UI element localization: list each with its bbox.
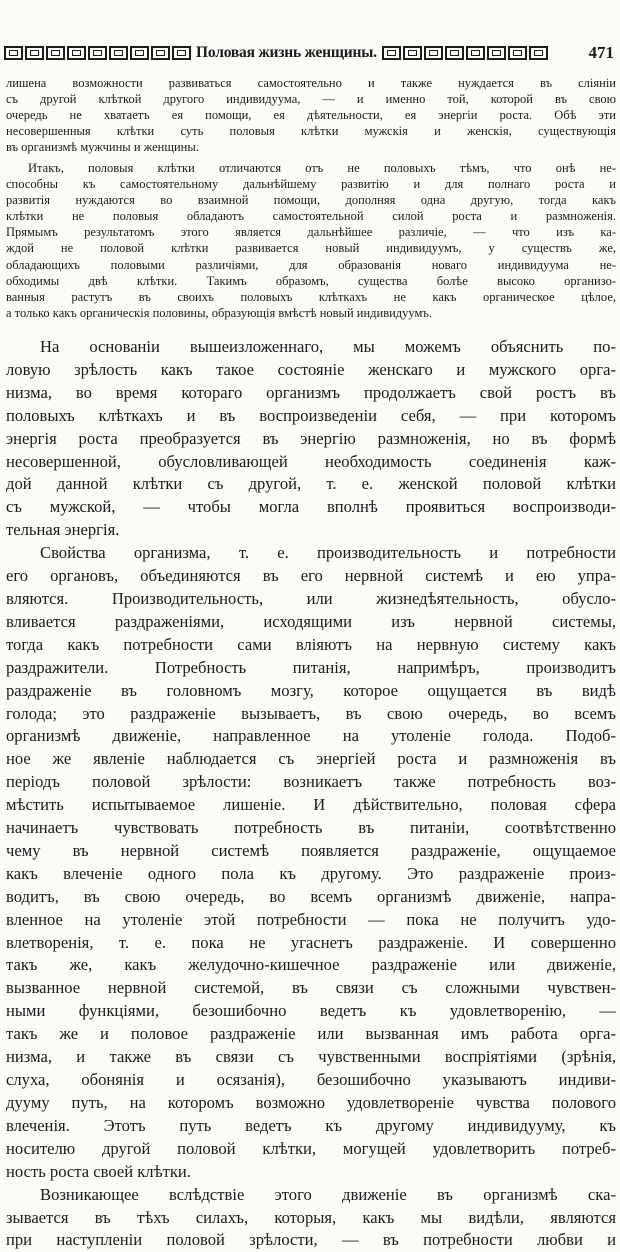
text-line: мѣстить испытываемое лишеніе. И дѣйствительно, половая сфера — [6, 795, 616, 815]
text-line: ное же явленіе наблюдается съ энергіей роста и размноженія въ — [6, 749, 616, 769]
ornament-box — [508, 46, 527, 60]
text-line: ванныя растутъ въ своихъ половыхъ клѣткахъ не какъ органическое цѣлое, — [6, 289, 616, 304]
text-line: дой данной клѣтки съ другой, т. е. женской половой клѣтки — [6, 474, 616, 494]
ornament-box — [4, 46, 23, 60]
ornament-box — [445, 46, 464, 60]
ornament-box — [88, 46, 107, 60]
text-line: организмѣ движеніе, направленное на утоленіе голода. Подоб- — [6, 726, 616, 746]
text-line: влетворенія, т. е. пока не угаснетъ раздраженіе. И совершенно — [6, 932, 616, 952]
text-line: зывается въ тѣхъ силахъ, которыя, какъ мы видѣли, являются — [6, 1207, 616, 1227]
text-line: клѣтки не половыя обладаютъ самостоятельной силой роста и размноженія. — [6, 209, 616, 224]
running-title: Половая жизнь женщины. — [196, 44, 377, 61]
ornament-box — [382, 46, 401, 60]
text-line: такъ же и половое раздраженіе или вызванная имъ работа орга- — [6, 1024, 616, 1044]
text-line: начинаетъ чувствовать потребность въ питаніи, соотвѣтственно — [6, 818, 616, 838]
text-line: Свойства организма, т. е. производительность и потребности — [40, 543, 616, 563]
text-line: лишена возможности развиваться самостоятельно и также нуждается въ сліяніи — [6, 76, 616, 90]
text-line: носителю другой половой клѣтки, могущей удовлетворить потреб- — [6, 1138, 616, 1158]
text-line: дууму путь, на которомъ возможно удовлетвореніе чувства полового — [6, 1092, 616, 1112]
text-line: Возникающее вслѣдствіе этого движеніе въ организмѣ ска- — [40, 1184, 616, 1204]
page-number: 471 — [588, 43, 614, 62]
ornament-box — [151, 46, 170, 60]
text-line: Прямымъ результатомъ этого является дальнѣйшее различіе, — что изъ ка- — [6, 225, 616, 240]
text-line: слуха, обонянія и осязанія), безошибочно указываютъ индиви- — [6, 1070, 616, 1090]
small-paragraph-1 — [6, 75, 616, 155]
text-line: способны къ самостоятельному дальнѣйшему развитію и для полнаго роста и — [6, 177, 616, 192]
text-line: обладающихъ половыми различіями, для образованія новаго индивидуума не- — [6, 257, 616, 272]
text-line: низма, и также въ связи съ чувственными воспріятіями (зрѣнія, — [6, 1047, 616, 1067]
ornament-box — [487, 46, 506, 60]
text-line: его органовъ, объединяются въ его нервной системѣ и ею упра- — [6, 566, 616, 586]
text-line: раздраженіе въ головномъ мозгу, которое ощущается въ видѣ — [6, 680, 616, 700]
text-line: ждой не половой клѣтки развивается новый индивидуумъ, у существъ же, — [6, 241, 616, 256]
ornament-box — [130, 46, 149, 60]
paragraph-2 — [6, 542, 616, 1183]
text-line: тельная энергія. — [6, 520, 120, 540]
ornament-box — [25, 46, 44, 60]
running-header — [4, 40, 616, 66]
text-line: вляются. Производительность, или жизнедѣятельность, обусло- — [6, 588, 616, 608]
ornament-box — [67, 46, 86, 60]
text-line: съ другой клѣткой другого индивидуума, — и именно той, которой въ свою — [6, 92, 616, 107]
paragraph-3 — [6, 1184, 616, 1252]
text-line: вызванное нервной системой, въ связи съ сложными чувствен- — [6, 978, 616, 998]
text-line: при наступленіи половой зрѣлости, — въ потребности любви и — [6, 1230, 616, 1250]
text-line: водитъ, въ свою очередь, во всемъ организмѣ движеніе, напра- — [6, 886, 616, 906]
text-line: такъ же, какъ желудочно-кишечное раздраженіе или движеніе, — [6, 955, 616, 975]
text-line: Итакъ, половыя клѣтки отличаются отъ не половыхъ тѣмъ, что онѣ не- — [28, 161, 616, 175]
text-line: вливается раздраженіями, исходящими изъ нервной системы, — [6, 611, 616, 631]
text-line: какъ влеченіе одного пола къ другому. Это раздраженіе произ- — [6, 863, 616, 883]
text-line: несовершенной, обусловливающей необходимость соединенія каж- — [6, 451, 616, 471]
text-line: въ организмѣ мужчины и женщины. — [6, 140, 199, 155]
text-line: На основаніи вышеизложеннаго, мы можемъ объяснить по- — [40, 337, 616, 356]
text-line: раздражители. Потребность питанія, напримѣръ, производитъ — [6, 657, 616, 677]
ornament-box — [403, 46, 422, 60]
text-line: половыхъ клѣткахъ и въ воспроизведеніи себя, — при которомъ — [6, 405, 616, 425]
ornament-box — [424, 46, 443, 60]
ornament-box — [172, 46, 191, 60]
small-paragraph-2 — [6, 160, 616, 321]
text-line: чему въ нервной системѣ появляется раздраженіе, ощущаемое — [6, 840, 616, 860]
text-line: ловую зрѣлость какъ такое состояніе женскаго и мужского орга- — [6, 359, 616, 379]
text-line: влеченія. Этотъ путь ведетъ къ другому индивидууму, къ — [6, 1115, 616, 1135]
text-line: очередь не хватаетъ ея помощи, ея дѣятельности, ея энергіи роста. Обѣ эти — [6, 108, 616, 123]
text-line: вленное на утоленіе этой потребности — пока не получитъ удо- — [6, 909, 616, 929]
text-line: тогда какъ потребности сами вліяютъ на нервную систему какъ — [6, 634, 616, 654]
text-line: періодъ половой зрѣлости: возникаетъ также потребность воз- — [6, 772, 616, 792]
text-line: несовершенныя клѣтки суть половыя клѣтки мужскія и женскія, существующія — [6, 124, 616, 139]
text-line: съ мужской, — чтобы могла вполнѣ проявиться воспроизводи- — [6, 497, 616, 517]
text-line: ность роста своей клѣтки. — [6, 1161, 191, 1181]
text-line: ными функціями, безошибочно ведетъ къ удовлетворенію, — — [6, 1001, 616, 1021]
ornament-box — [529, 46, 548, 60]
text-line: а только какъ органическія половины, образующія вмѣстѣ новый индивидуумъ. — [6, 305, 432, 320]
ornament-box — [109, 46, 128, 60]
text-line: развитія нуждаются во взаимной помощи, дополняя одна другую, тогда какъ — [6, 193, 616, 208]
text-line: обходимы двѣ клѣтки. Такимъ образомъ, существа болѣе высоко организо- — [6, 273, 616, 288]
paragraph-1 — [6, 336, 616, 542]
ornament-box — [46, 46, 65, 60]
ornament-left — [4, 46, 191, 60]
ornament-right — [382, 46, 548, 60]
text-line: энергія роста преобразуется въ энергію размноженія, но въ формѣ — [6, 428, 616, 448]
text-line: голода; это раздраженіе вызываетъ, въ свою очередь, во всемъ — [6, 703, 616, 723]
ornament-box — [466, 46, 485, 60]
text-line: низма, во время котораго организмъ продолжаетъ свой ростъ въ — [6, 382, 616, 402]
